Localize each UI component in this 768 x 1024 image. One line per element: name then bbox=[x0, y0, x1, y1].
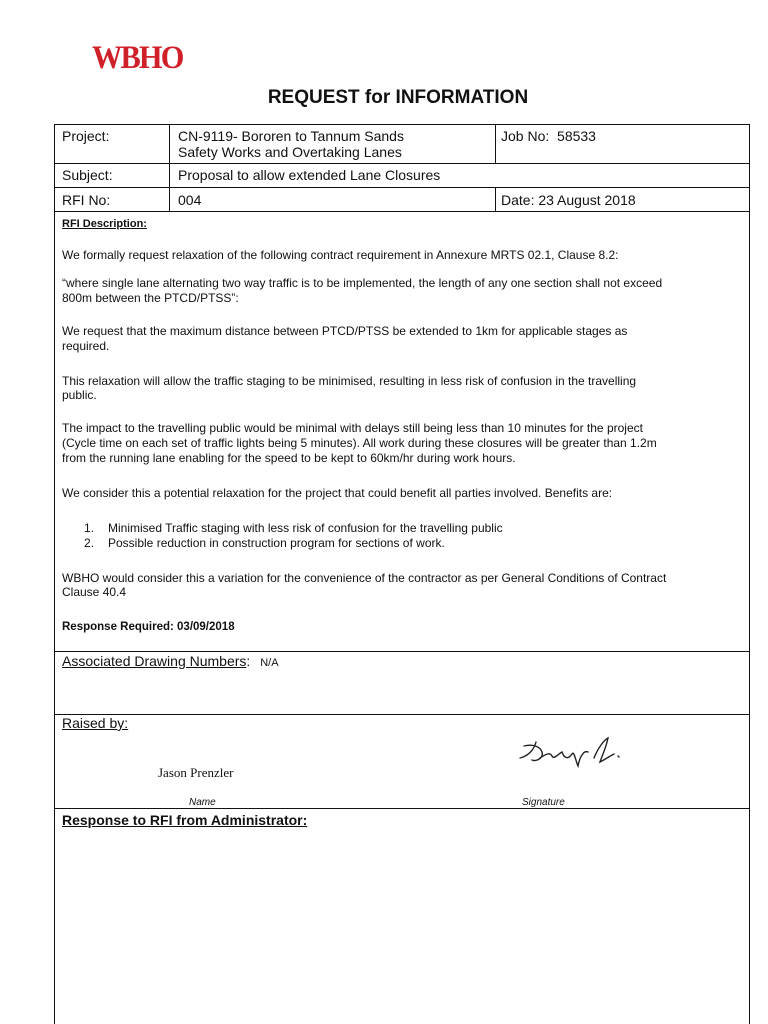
job-no-value: 58533 bbox=[557, 128, 596, 144]
column-divider bbox=[495, 187, 496, 211]
description-paragraph: “where single lane alternating two way traffic is to be implemented, the length of any one section shall not exceed bbox=[62, 276, 663, 290]
rfi-description-heading: RFI Description: bbox=[62, 218, 147, 230]
description-paragraph: We formally request relaxation of the following contract requirement in Annexure MRTS 02.1, Clause 8.2: bbox=[62, 248, 619, 262]
description-paragraph: We request that the maximum distance between PTCD/PTSS be extended to 1km for applicable stages as bbox=[62, 324, 628, 338]
associated-drawings-value: N/A bbox=[260, 657, 279, 669]
column-divider bbox=[495, 124, 496, 163]
benefit-item: Possible reduction in construction program for sections of work. bbox=[108, 536, 445, 550]
benefit-number: 1. bbox=[84, 521, 95, 535]
job-no-field bbox=[501, 128, 596, 144]
date-label: Date: bbox=[501, 192, 535, 208]
rfi-no-label: RFI No: bbox=[62, 192, 111, 208]
description-paragraph: 800m between the PTCD/PTSS”: bbox=[62, 291, 239, 305]
description-paragraph: public. bbox=[62, 388, 97, 402]
signature-caption: Signature bbox=[522, 797, 565, 808]
signature-image bbox=[514, 728, 624, 778]
benefit-item: Minimised Traffic staging with less risk of confusion for the travelling public bbox=[108, 521, 503, 535]
date-field bbox=[501, 192, 636, 208]
row-divider bbox=[54, 651, 750, 652]
description-paragraph: We consider this a potential relaxation for the project that could benefit all parties involved. Benefits are: bbox=[62, 486, 613, 500]
response-heading: Response to RFI from Administrator: bbox=[62, 812, 308, 828]
name-caption: Name bbox=[189, 797, 216, 808]
associated-drawings: Associated Drawing Numbers: N/A bbox=[62, 653, 279, 669]
row-divider bbox=[54, 211, 750, 212]
row-divider bbox=[54, 187, 750, 188]
description-paragraph: (Cycle time on each set of traffic lights being 5 minutes). All work during these closures will be greater than 1.2m bbox=[62, 436, 657, 450]
rfi-no-value: 004 bbox=[178, 192, 202, 208]
wbho-logo: WBHO bbox=[92, 40, 183, 76]
description-paragraph: required. bbox=[62, 339, 110, 353]
description-paragraph: from the running lane enabling for the speed to be kept to 60km/hr during work hours. bbox=[62, 451, 516, 465]
project-label: Project: bbox=[62, 128, 110, 144]
description-paragraph: This relaxation will allow the traffic staging to be minimised, resulting in less risk of confusion in the travelling bbox=[62, 374, 637, 388]
raised-by-name: Jason Prenzler bbox=[158, 765, 234, 780]
page-title: REQUEST for INFORMATION bbox=[267, 87, 529, 108]
date-value: 23 August 2018 bbox=[538, 192, 636, 208]
subject-value: Proposal to allow extended Lane Closures bbox=[178, 167, 441, 183]
row-divider bbox=[54, 808, 750, 809]
project-value: CN-9119- Bororen to Tannum Sands bbox=[178, 128, 404, 144]
description-paragraph: Clause 40.4 bbox=[62, 585, 127, 599]
subject-label: Subject: bbox=[62, 167, 113, 183]
description-paragraph: WBHO would consider this a variation for the convenience of the contractor as per General Conditions of Contract bbox=[62, 571, 667, 585]
row-divider bbox=[54, 163, 750, 164]
description-paragraph: The impact to the travelling public would be minimal with delays still being less than 10 minutes for the project bbox=[62, 421, 643, 435]
job-no-label: Job No: bbox=[501, 128, 550, 144]
column-divider bbox=[169, 124, 170, 211]
response-required bbox=[62, 620, 742, 635]
project-value: Safety Works and Overtaking Lanes bbox=[178, 144, 402, 160]
benefit-number: 2. bbox=[84, 536, 95, 550]
response-required-label: Response Required: bbox=[62, 621, 174, 633]
response-required-date: 03/09/2018 bbox=[177, 621, 235, 633]
row-divider bbox=[54, 714, 750, 715]
raised-by-label: Raised by: bbox=[62, 715, 129, 731]
associated-drawings-label: Associated Drawing Numbers bbox=[62, 653, 247, 669]
